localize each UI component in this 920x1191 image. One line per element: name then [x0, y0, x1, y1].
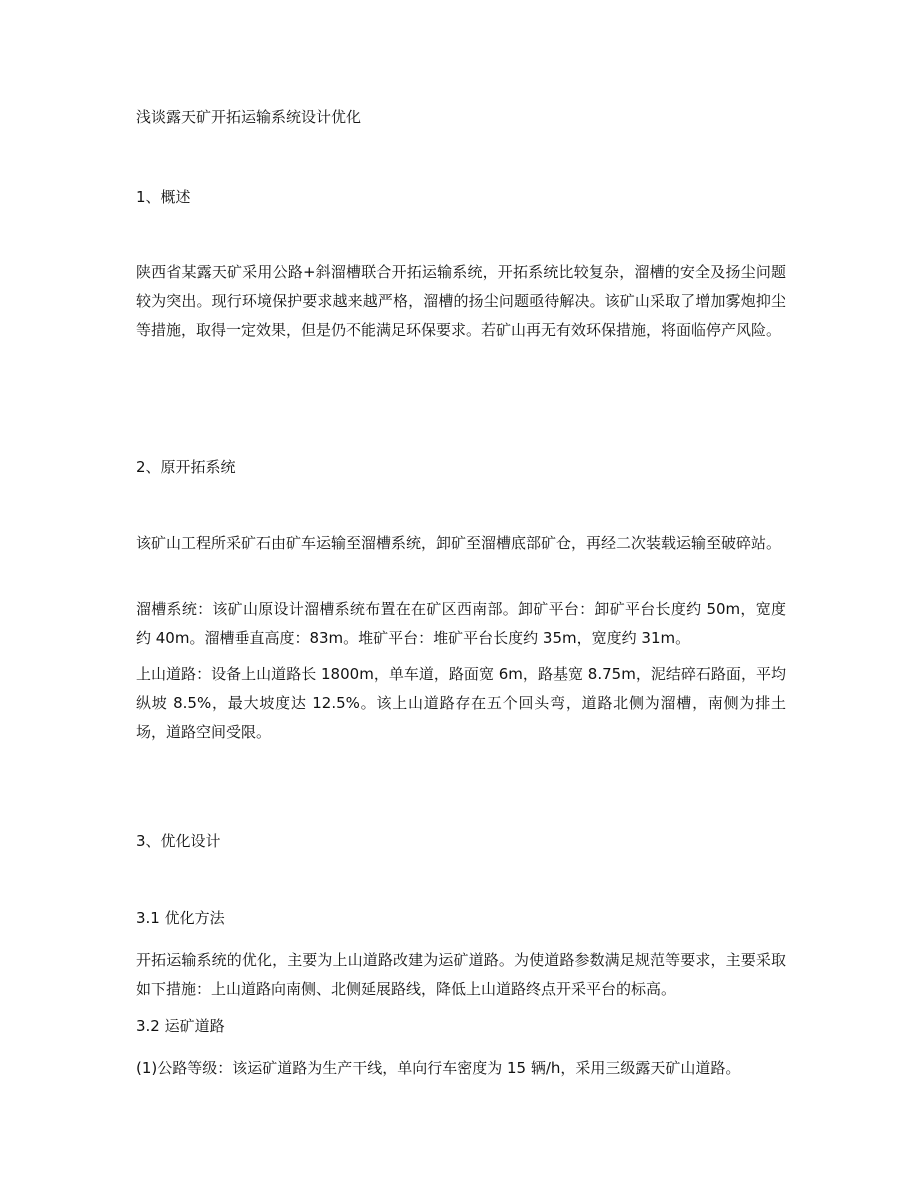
- section-2-paragraph-3: 上山道路：设备上山道路长 1800m，单车道，路面宽 6m，路基宽 8.75m，泥结碎石路面，平均纵坡 8.5%，最大坡度达 12.5%。该上山道路存在五个回头弯，道路北侧为溜槽，南侧为排土场，道路空间受限。: [136, 665, 786, 741]
- section-1-paragraph: 陕西省某露天矿采用公路+斜溜槽联合开拓运输系统，开拓系统比较复杂，溜槽的安全及扬尘问题较为突出。现行环境保护要求越来越严格，溜槽的扬尘问题亟待解决。该矿山采取了增加雾炮抑尘等措施，取得一定效果，但是仍不能满足环保要求。若矿山再无有效环保措施，将面临停产风险。: [136, 263, 786, 339]
- document-title: 浅谈露天矿开拓运输系统设计优化: [136, 108, 362, 126]
- section-1-heading: 1、概述: [136, 188, 191, 206]
- subsection-3-2-paragraph: (1)公路等级：该运矿道路为生产干线，单向行车密度为 15 辆/h，采用三级露天矿山道路。: [136, 1059, 741, 1077]
- section-3-heading: 3、优化设计: [136, 832, 221, 850]
- subsection-3-2-heading: 3.2 运矿道路: [136, 1017, 225, 1035]
- section-2-paragraph-1: 该矿山工程所采矿石由矿车运输至溜槽系统，卸矿至溜槽底部矿仓，再经二次装载运输至破碎站。: [136, 534, 782, 552]
- subsection-3-1-heading: 3.1 优化方法: [136, 909, 225, 927]
- section-2-paragraph-2: 溜槽系统：该矿山原设计溜槽系统布置在在矿区西南部。卸矿平台：卸矿平台长度约 50m，宽度约 40m。溜槽垂直高度：83m。堆矿平台：堆矿平台长度约 35m，宽度约 31m。: [136, 600, 786, 647]
- subsection-3-1-paragraph: 开拓运输系统的优化，主要为上山道路改建为运矿道路。为使道路参数满足规范等要求，主要采取如下措施：上山道路向南侧、北侧延展路线，降低上山道路终点开采平台的标高。: [136, 951, 786, 998]
- section-2-heading: 2、原开拓系统: [136, 458, 236, 476]
